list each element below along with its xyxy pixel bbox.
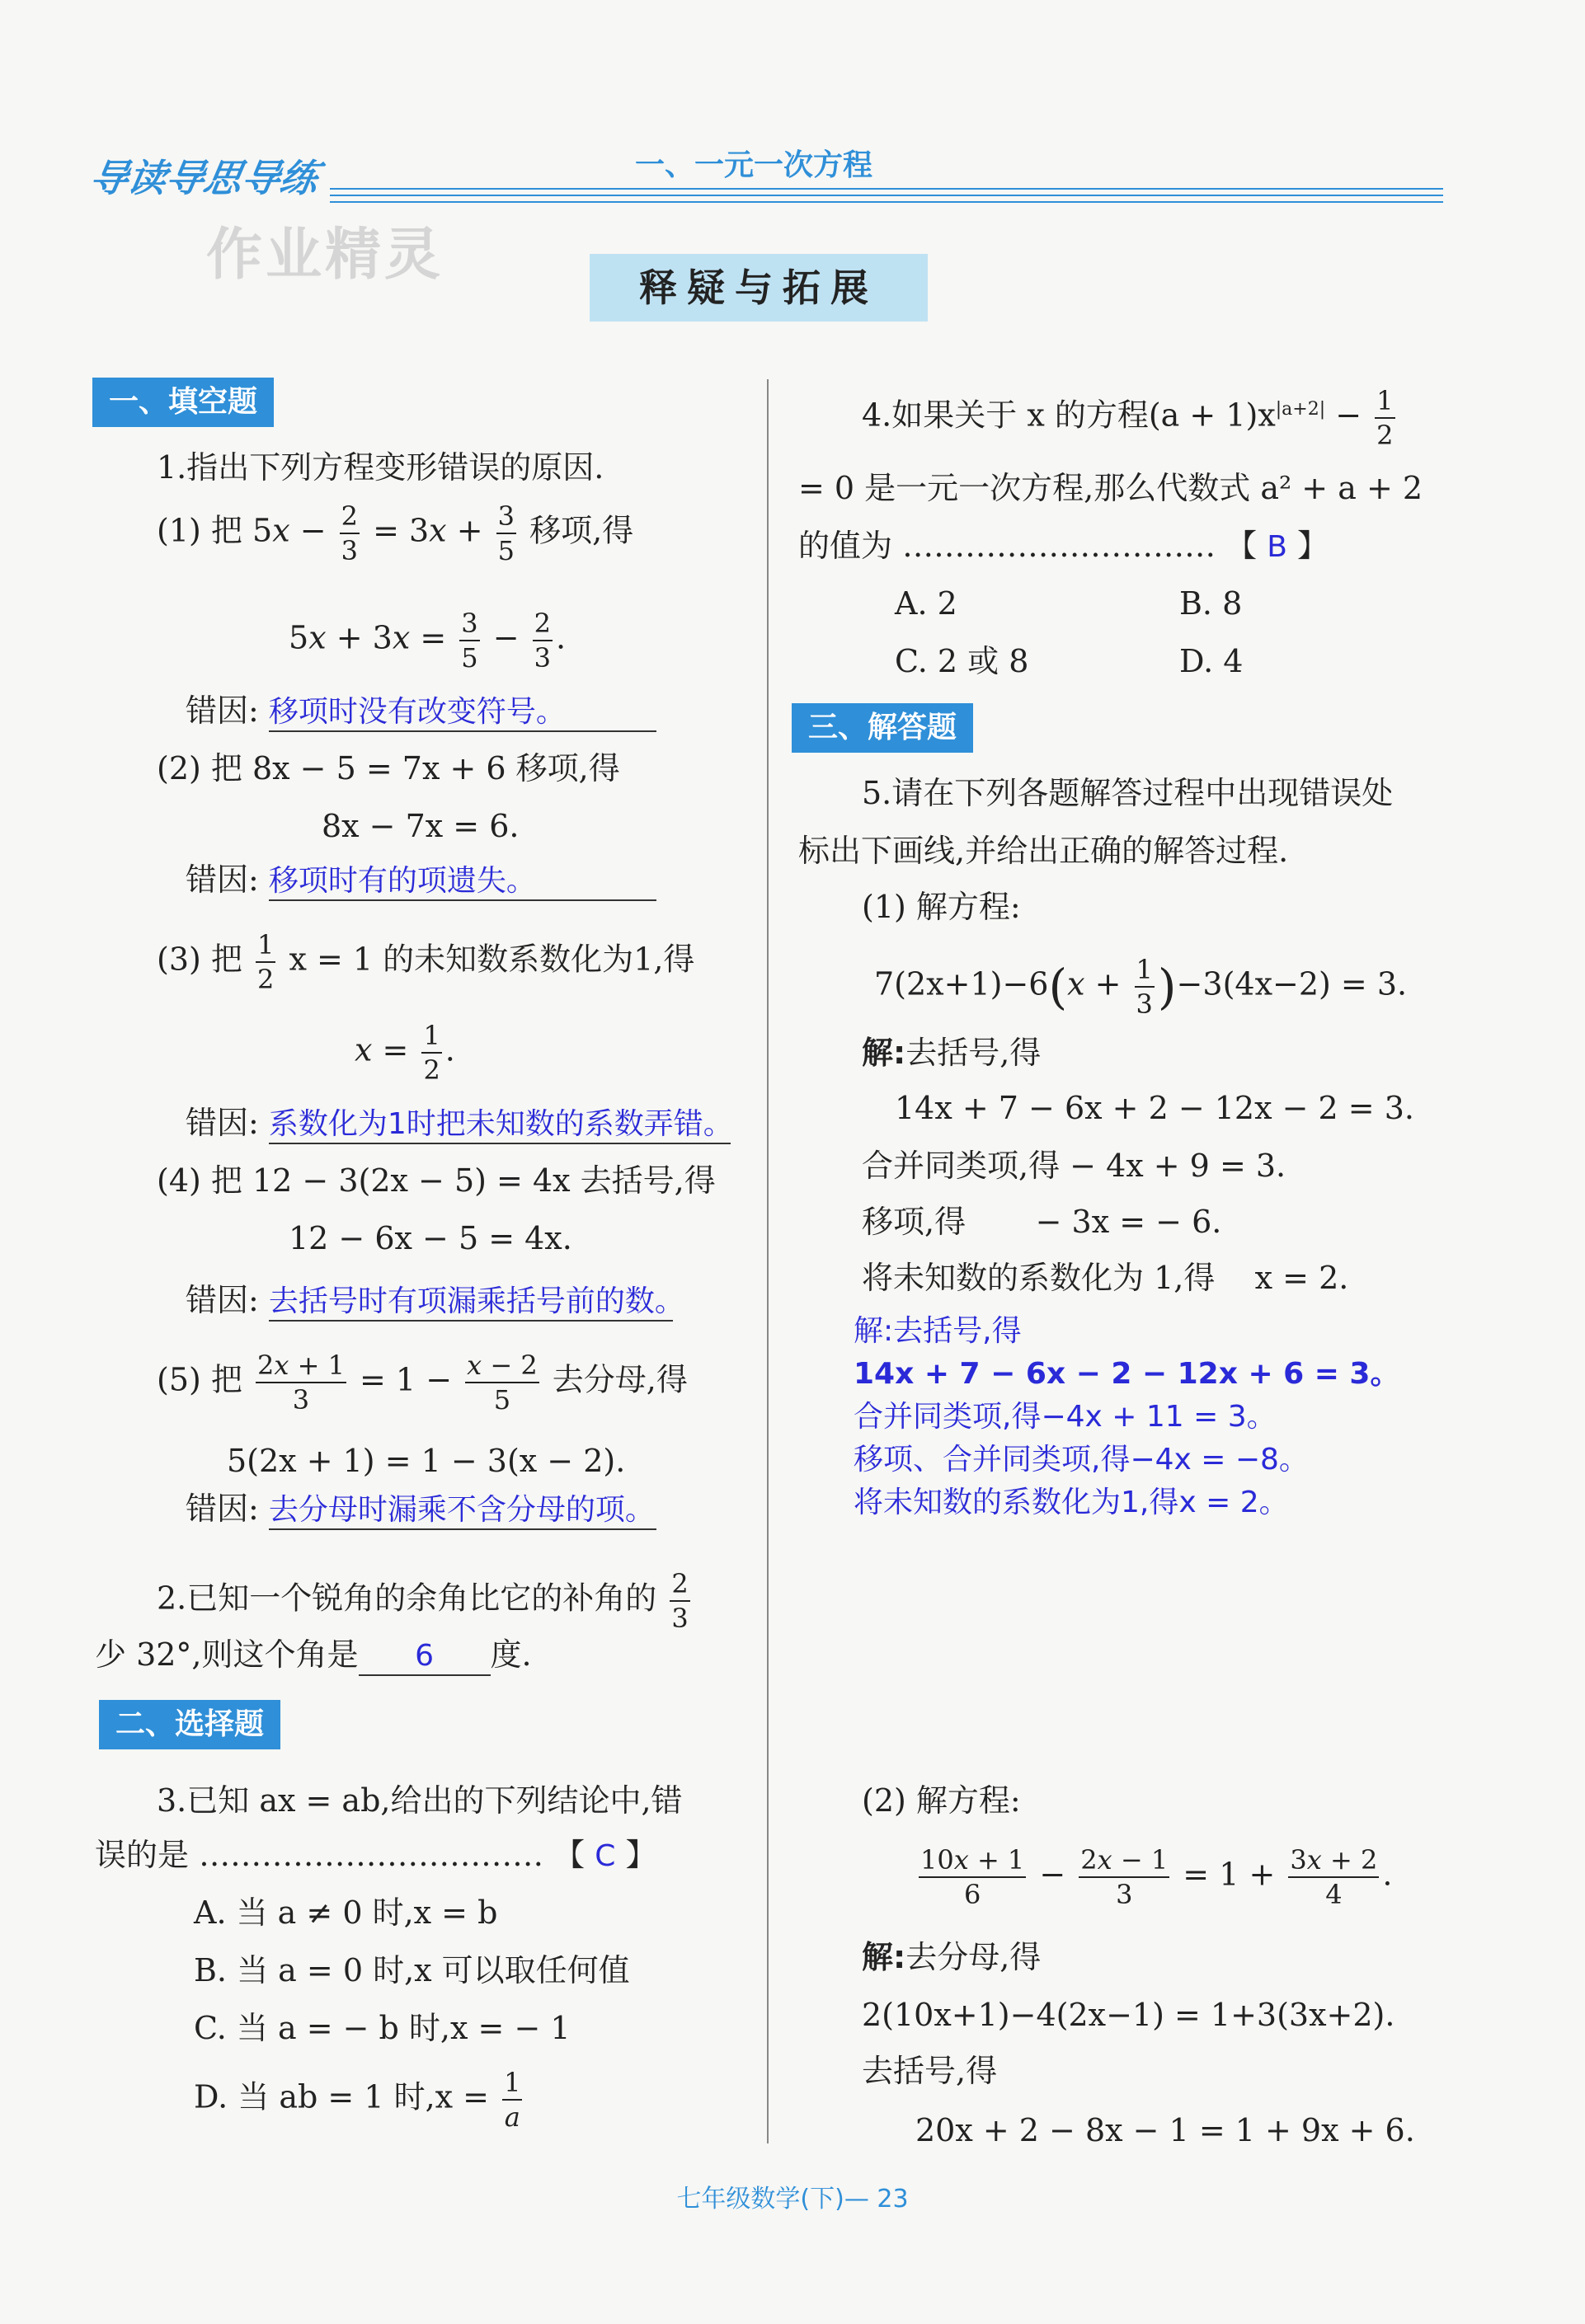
q1-part5-error: 错因: 去分母时漏乘不含分母的项。: [186, 1491, 656, 1530]
q1-part4: (4) 把 12 − 3(2x − 5) = 4x 去括号,得: [157, 1162, 716, 1199]
q5-part1-step5: 将未知数的系数化为 1,得 x = 2.: [862, 1260, 1349, 1296]
q3-line1: 3.已知 ax = ab,给出的下列结论中,错: [157, 1782, 683, 1819]
q5-part1-answer-2: 14x + 7 − 6x − 2 − 12x + 6 = 3。: [854, 1357, 1400, 1391]
section-tag-choice: 二、选择题: [99, 1700, 280, 1749]
q4-line2: = 0 是一元一次方程,那么代数式 a² + a + 2: [798, 470, 1423, 506]
watermark: 作业精灵: [206, 223, 444, 288]
q3-line2: 误的是 …………………………… 【 C 】: [95, 1837, 657, 1873]
q3-option-a: A. 当 a ≠ 0 时,x = b: [194, 1894, 498, 1931]
q4-option-b: B. 8: [1179, 585, 1243, 622]
q1-part2-result: 8x − 7x = 6.: [322, 808, 520, 844]
q5-part1-answer-4: 移项、合并同类项,得−4x = −8。: [854, 1443, 1309, 1477]
q1-part1: (1) 把 5x − $\frac{2}{3}$ = 3x + $\frac{3}{5}$ 移项,得: [157, 500, 634, 566]
section-tag-fill-blank: 一、填空题: [92, 378, 274, 427]
q2-line1: 2.已知一个锐角的余角比它的补角的 $\frac{2}{3}$: [157, 1568, 689, 1634]
q3-option-b: B. 当 a = 0 时,x 可以取任何值: [194, 1952, 630, 1988]
q3-answer: C: [595, 1839, 616, 1873]
q1-part2: (2) 把 8x − 5 = 7x + 6 移项,得: [157, 750, 620, 786]
q5-part1-step4: 移项,得 − 3x = − 6.: [862, 1204, 1222, 1240]
q4-option-d: D. 4: [1179, 643, 1244, 679]
q5-line2: 标出下画线,并给出正确的解答过程.: [798, 833, 1289, 869]
q1-part1-result: 5x + 3x = $\frac{3}{5}$ − $\frac{2}{3}$ .: [289, 608, 567, 674]
q5-part2-equation: $\frac{10x + 1}{6}$ − $\frac{2x - 1}{3}$ = 1 + $\frac{3x + 2}{4}$ .: [920, 1844, 1393, 1910]
q5-part1-step2: 14x + 7 − 6x + 2 − 12x − 2 = 3.: [895, 1090, 1414, 1126]
q5-part1-step3: 合并同类项,得 − 4x + 9 = 3.: [862, 1148, 1286, 1184]
q2-answer: 6: [359, 1638, 491, 1676]
q3-option-d: D. 当 ab = 1 时,x = $\frac{1}{a}$: [194, 2067, 521, 2133]
q1-part1-error: 错因: 移项时没有改变符号。: [186, 693, 656, 732]
page-footer: 七年级数学(下)— 23: [676, 2185, 909, 2214]
q5-part2-step4: 20x + 2 − 8x − 1 = 1 + 9x + 6.: [915, 2112, 1415, 2148]
q3-option-c: C. 当 a = − b 时,x = − 1: [194, 2010, 571, 2046]
logo: 导读导思导练: [86, 156, 322, 200]
q5-part2-step2: 2(10x+1)−4(2x−1) = 1+3(3x+2).: [862, 1997, 1395, 2033]
q4-line3: 的值为 ………………………… 【 B 】: [798, 528, 1329, 564]
q1-part3-error: 错因: 系数化为1时把未知数的系数弄错。: [186, 1105, 731, 1144]
q5-part2-label: (2) 解方程:: [862, 1782, 1021, 1819]
q5-part1-answer-3: 合并同类项,得−4x + 11 = 3。: [854, 1400, 1277, 1434]
q5-part1-solution: 解:去括号,得: [862, 1035, 1042, 1071]
q4-option-a: A. 2: [895, 585, 957, 622]
q1-part3-result: x = $\frac{1}{2}$ .: [355, 1020, 455, 1086]
q4-option-c: C. 2 或 8: [895, 643, 1029, 679]
q5-part1-equation: 7(2x+1)−6(x + $\frac{1}{3}$ )−3(4x−2) = 3.: [874, 954, 1408, 1020]
q5-part1-answer-5: 将未知数的系数化为1,得x = 2。: [854, 1486, 1289, 1519]
q2-line2: 少 32°,则这个角是 6 度.: [95, 1636, 532, 1676]
q1-stem: 1.指出下列方程变形错误的原因.: [157, 449, 604, 486]
q5-part2-step3: 去括号,得: [862, 2053, 998, 2089]
q1-part4-error: 错因: 去括号时有项漏乘括号前的数。: [186, 1282, 673, 1322]
q5-part2-solution: 解:去分母,得: [862, 1939, 1042, 1975]
q1-part5-result: 5(2x + 1) = 1 − 3(x − 2).: [227, 1443, 626, 1479]
q5-part1-answer-1: 解:去括号,得: [854, 1314, 1022, 1348]
section-title: 释疑与拓展: [590, 254, 928, 322]
q5-line1: 5.请在下列各题解答过程中出现错误处: [862, 775, 1394, 811]
q1-part5: (5) 把 $\frac{2x + 1}{3}$ = 1 − $\frac{x - 2}{5}$ 去分母,得: [157, 1350, 688, 1416]
section-tag-solve: 三、解答题: [792, 703, 973, 753]
q4-line1: 4.如果关于 x 的方程$(a + 1)x^{|a+2|}$ − $\frac{1}{2}$: [862, 385, 1394, 451]
column-divider: [767, 379, 769, 2143]
q1-part2-error: 错因: 移项时有的项遗失。: [186, 862, 656, 901]
chapter-title: 一、一元一次方程: [635, 148, 873, 182]
q1-part3: (3) 把 $\frac{1}{2}$ x = 1 的未知数系数化为1,得: [157, 929, 695, 995]
q4-answer: B: [1267, 530, 1287, 564]
q5-part1-label: (1) 解方程:: [862, 889, 1021, 925]
q1-part4-result: 12 − 6x − 5 = 4x.: [289, 1220, 572, 1256]
